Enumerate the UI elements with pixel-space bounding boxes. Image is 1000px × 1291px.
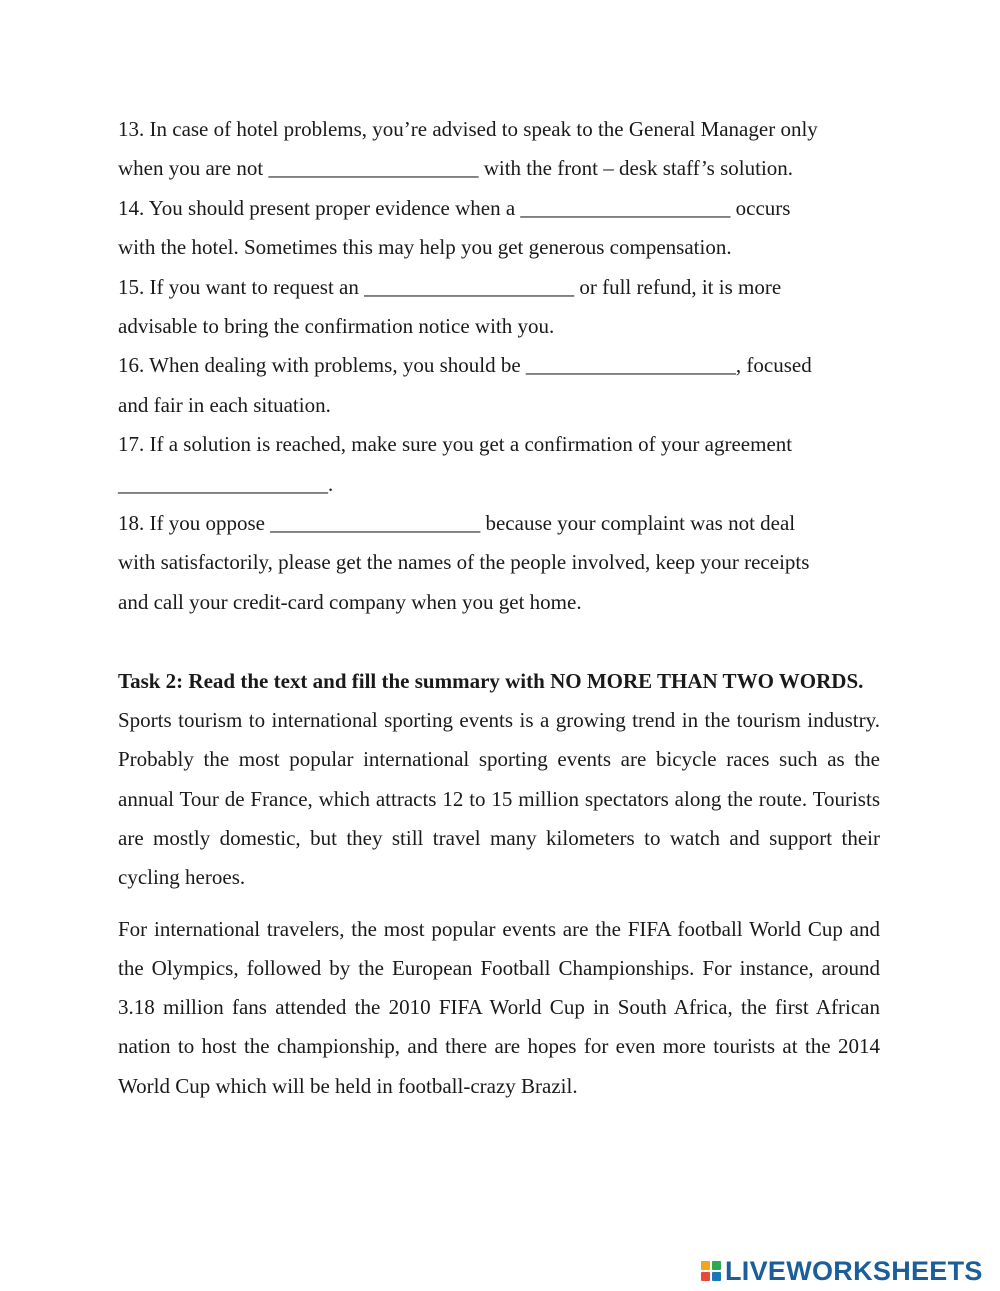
question-line: 13. In case of hotel problems, you’re advised to speak to the General Manager only: [118, 117, 818, 141]
task-2-title: Task 2: Read the text and fill the summary with NO MORE THAN TWO WORDS.: [118, 669, 864, 694]
question-line: advisable to bring the confirmation notice with you.: [118, 313, 555, 338]
question-line: 17. If a solution is reached, make sure you get a confirmation of your agreement: [118, 432, 793, 457]
question-line: ____________________.: [118, 471, 334, 496]
task-2-paragraph-1: Sports tourism to international sporting events is a growing trend in the tourism industry. Probably the most popular international sporting events are bicycle races such as the annual Tour de France, which attracts 12 to 15 million spectators along the route. Tourists are mostly domestic, but they still travel many kilometers to watch and support their cycling heroes.: [118, 708, 880, 890]
question-15: [118, 268, 880, 347]
logo-square: [712, 1272, 721, 1281]
question-13: [118, 110, 880, 189]
question-line: and call your credit-card company when you get home.: [118, 589, 582, 614]
question-18: [118, 504, 880, 622]
question-line: and fair in each situation.: [118, 392, 331, 417]
task-2-paragraph-2: For international travelers, the most popular events are the FIFA football World Cup and the Olympics, followed by the European Football Championships. For instance, around 3.18 million fans attended the 2010 FIFA World Cup in South Africa, the first African nation to host the championship, and there are hopes for even more tourists at the 2014 World Cup which will be held in football-crazy Brazil.: [118, 916, 880, 1098]
question-line: 14. You should present proper evidence when a ____________________ occurs: [118, 195, 791, 220]
logo-text: LIVEWORKSHEETS: [725, 1255, 983, 1286]
question-16: [118, 346, 880, 425]
question-line: 18. If you oppose ____________________ because your complaint was not deal: [118, 510, 796, 535]
question-line: when you are not ____________________ with the front – desk staff’s solution.: [118, 156, 794, 181]
logo-square: [701, 1261, 710, 1270]
section-spacer: [118, 622, 880, 662]
question-line: with satisfactorily, please get the names of the people involved, keep your receipts: [118, 550, 810, 575]
liveworksheets-logo: [701, 1256, 983, 1286]
question-14: [118, 189, 880, 268]
logo-square: [712, 1261, 721, 1270]
logo-square: [701, 1272, 710, 1281]
question-17: [118, 425, 880, 504]
liveworksheets-logo-icon: [701, 1261, 721, 1281]
question-line: 16. When dealing with problems, you should be ____________________, focused: [118, 353, 812, 378]
worksheet-page: [118, 110, 880, 1106]
question-line: with the hotel. Sometimes this may help you get generous compensation.: [118, 235, 732, 260]
question-line: 15. If you want to request an ____________________ or full refund, it is more: [118, 274, 782, 299]
